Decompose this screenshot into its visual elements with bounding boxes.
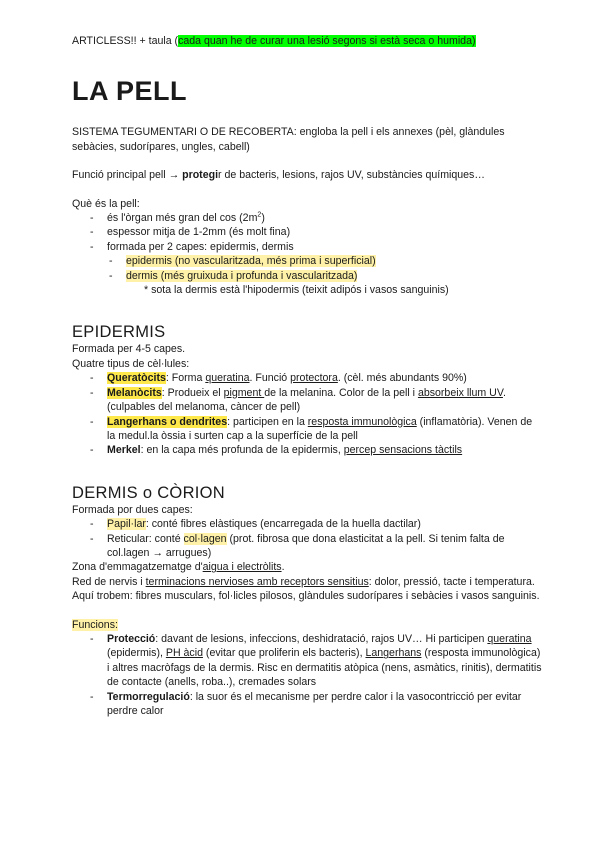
term-langerhans: Langerhans o dendrites xyxy=(107,415,228,428)
zona-post: . xyxy=(281,561,285,574)
item-text: : participen en la xyxy=(227,415,308,428)
item-text: Reticular: conté xyxy=(107,532,184,545)
funcions-list xyxy=(72,632,542,718)
underlined-text: percep sensacions tàctils xyxy=(343,444,463,457)
item-text: (evitar que proliferin els bacteris), xyxy=(202,647,366,660)
underlined-text: queratina xyxy=(205,372,250,385)
section-heading-epidermis: EPIDERMIS xyxy=(72,323,166,342)
item-text: : la suor és el mecanisme per perdre calor i la vasocontricció per evitar perdre calor xyxy=(107,690,522,717)
red-post: : dolor, pressió, tacte i temperatura. xyxy=(368,575,535,588)
term-queratocits: Queratòcits xyxy=(107,372,166,385)
list-item xyxy=(109,269,542,283)
list-item xyxy=(90,415,542,444)
funcio-paragraph xyxy=(72,168,542,182)
item-text: : Produeix el xyxy=(161,386,224,399)
item-text: . (cèl. més abundants 90%) xyxy=(337,372,467,385)
subitem-dermis: dermis (més gruixuda i profunda i vascularitzada) xyxy=(126,269,358,282)
item-text: . (culpables del melanoma, càncer de pell) xyxy=(107,386,506,414)
underlined-text: terminacions nervioses amb receptors sensitius xyxy=(145,575,369,588)
term-melanocits: Melanòcits xyxy=(107,386,162,399)
item-text: : Forma xyxy=(165,372,206,385)
top-note xyxy=(72,34,542,48)
underlined-text: aigua i electròlits xyxy=(202,561,282,574)
list-item xyxy=(90,211,542,225)
document-page xyxy=(72,34,542,718)
page-title: LA PELL xyxy=(72,76,187,107)
red-pre: Red de nervis i xyxy=(72,575,146,588)
item-text-end: ) xyxy=(261,212,265,225)
list-item xyxy=(90,517,542,531)
item-text: (prot. fibrosa que dona elasticitat a la pell. Si tenim falta de col.lagen → arrugues) xyxy=(107,532,505,559)
superscript: 2 xyxy=(257,211,262,219)
dermis-line1: Formada por dues capes: xyxy=(72,503,193,516)
term-merkel: Merkel xyxy=(107,444,141,457)
list-item: - formada per 2 capes: epidermis, dermis xyxy=(90,240,542,254)
funcio-post: r de bacteris, lesions, rajos UV, substàncies químiques… xyxy=(218,169,485,182)
funcio-pre: Funció principal pell → xyxy=(72,169,183,182)
list-item xyxy=(90,443,542,457)
zona-paragraph xyxy=(72,560,542,574)
term-termorregulacio: Termorregulació xyxy=(107,690,190,703)
list-item: - espessor mitja de 1-2mm (és molt fina) xyxy=(90,225,542,239)
dermis-layers-list xyxy=(72,517,542,560)
item-text: : conté fibres elàstiques (encarregada de la huella dactilar) xyxy=(145,518,421,531)
item-text: (epidermis), xyxy=(107,647,166,660)
que-es-list xyxy=(72,211,542,254)
subitem-epidermis: epidermis (no vascularitzada, més prima i superficial) xyxy=(126,255,376,268)
funcions-label: Funcions: xyxy=(72,618,118,631)
item-text: (resposta immunològica) i altres macròfags de la dermis. Risc en dermatitis atòpica (nens, asmàtics, rinitis), dermatitis de contacte (anells, roba..), cremades solars xyxy=(107,647,542,689)
term-proteccio: Protecció xyxy=(107,632,156,645)
epidermis-line2: Quatre tipus de cèl·lules: xyxy=(72,357,190,370)
que-es-heading: Què és la pell: xyxy=(72,197,140,210)
item-text: de la melanina. Color de la pell i xyxy=(264,386,418,399)
cell-types-list xyxy=(72,371,542,457)
item-text: és l'òrgan més gran del cos (2m xyxy=(107,212,258,225)
red-paragraph xyxy=(72,575,542,589)
list-item xyxy=(90,532,542,561)
underlined-text: absorbeix llum UV xyxy=(417,386,503,399)
list-item xyxy=(109,254,542,268)
underlined-text: PH àcid xyxy=(165,647,203,660)
list-item xyxy=(90,690,542,719)
item-text: . Funció xyxy=(249,372,291,385)
underlined-text: Langerhans xyxy=(365,647,422,660)
funcio-bold: protegi xyxy=(182,169,219,182)
list-item xyxy=(90,386,542,415)
list-item xyxy=(90,371,542,385)
underlined-text: protectora xyxy=(290,372,338,385)
epidermis-line1: Formada per 4-5 capes. xyxy=(72,343,186,356)
underlined-text: resposta immunològica xyxy=(307,415,417,428)
capes-sublist xyxy=(72,254,542,283)
underlined-text: pigment xyxy=(223,386,265,399)
item-text: : davant de lesions, infeccions, deshidratació, rajos UV… Hi participen xyxy=(155,632,488,645)
funcions-heading xyxy=(72,618,542,632)
item-text: : en la capa més profunda de la epidermis, xyxy=(140,444,344,457)
underlined-text: queratina xyxy=(487,632,532,645)
item-text: (inflamatòria). Venen de la medul.la òssia i surten cap a la superfície de la pell xyxy=(107,415,533,442)
section-heading-dermis: DERMIS o CÒRION xyxy=(72,483,226,502)
aqui-paragraph: Aquí trobem: fibres musculars, fol·licles pilosos, glàndules sudorípares i sebàcies i vasos sanguinis. xyxy=(72,590,540,603)
list-item xyxy=(90,632,542,690)
zona-pre: Zona d'emmagatzematge d' xyxy=(72,561,203,574)
top-note-prefix: ARTICLESS!! + taula ( xyxy=(72,35,179,47)
term-collagen: col·lagen xyxy=(183,532,227,545)
term-papillar: Papil·lar xyxy=(107,518,146,531)
sistema-paragraph: SISTEMA TEGUMENTARI O DE RECOBERTA: engloba la pell i els annexes (pèl, glàndules sebàcies, sudorípares, ungles, cabell) xyxy=(72,126,505,153)
hipodermis-note: * sota la dermis està l'hipodermis (teixit adipós i vasos sanguinis) xyxy=(144,284,449,297)
top-note-highlight: cada quan he de curar una lesió segons si està seca o humida) xyxy=(178,35,476,47)
